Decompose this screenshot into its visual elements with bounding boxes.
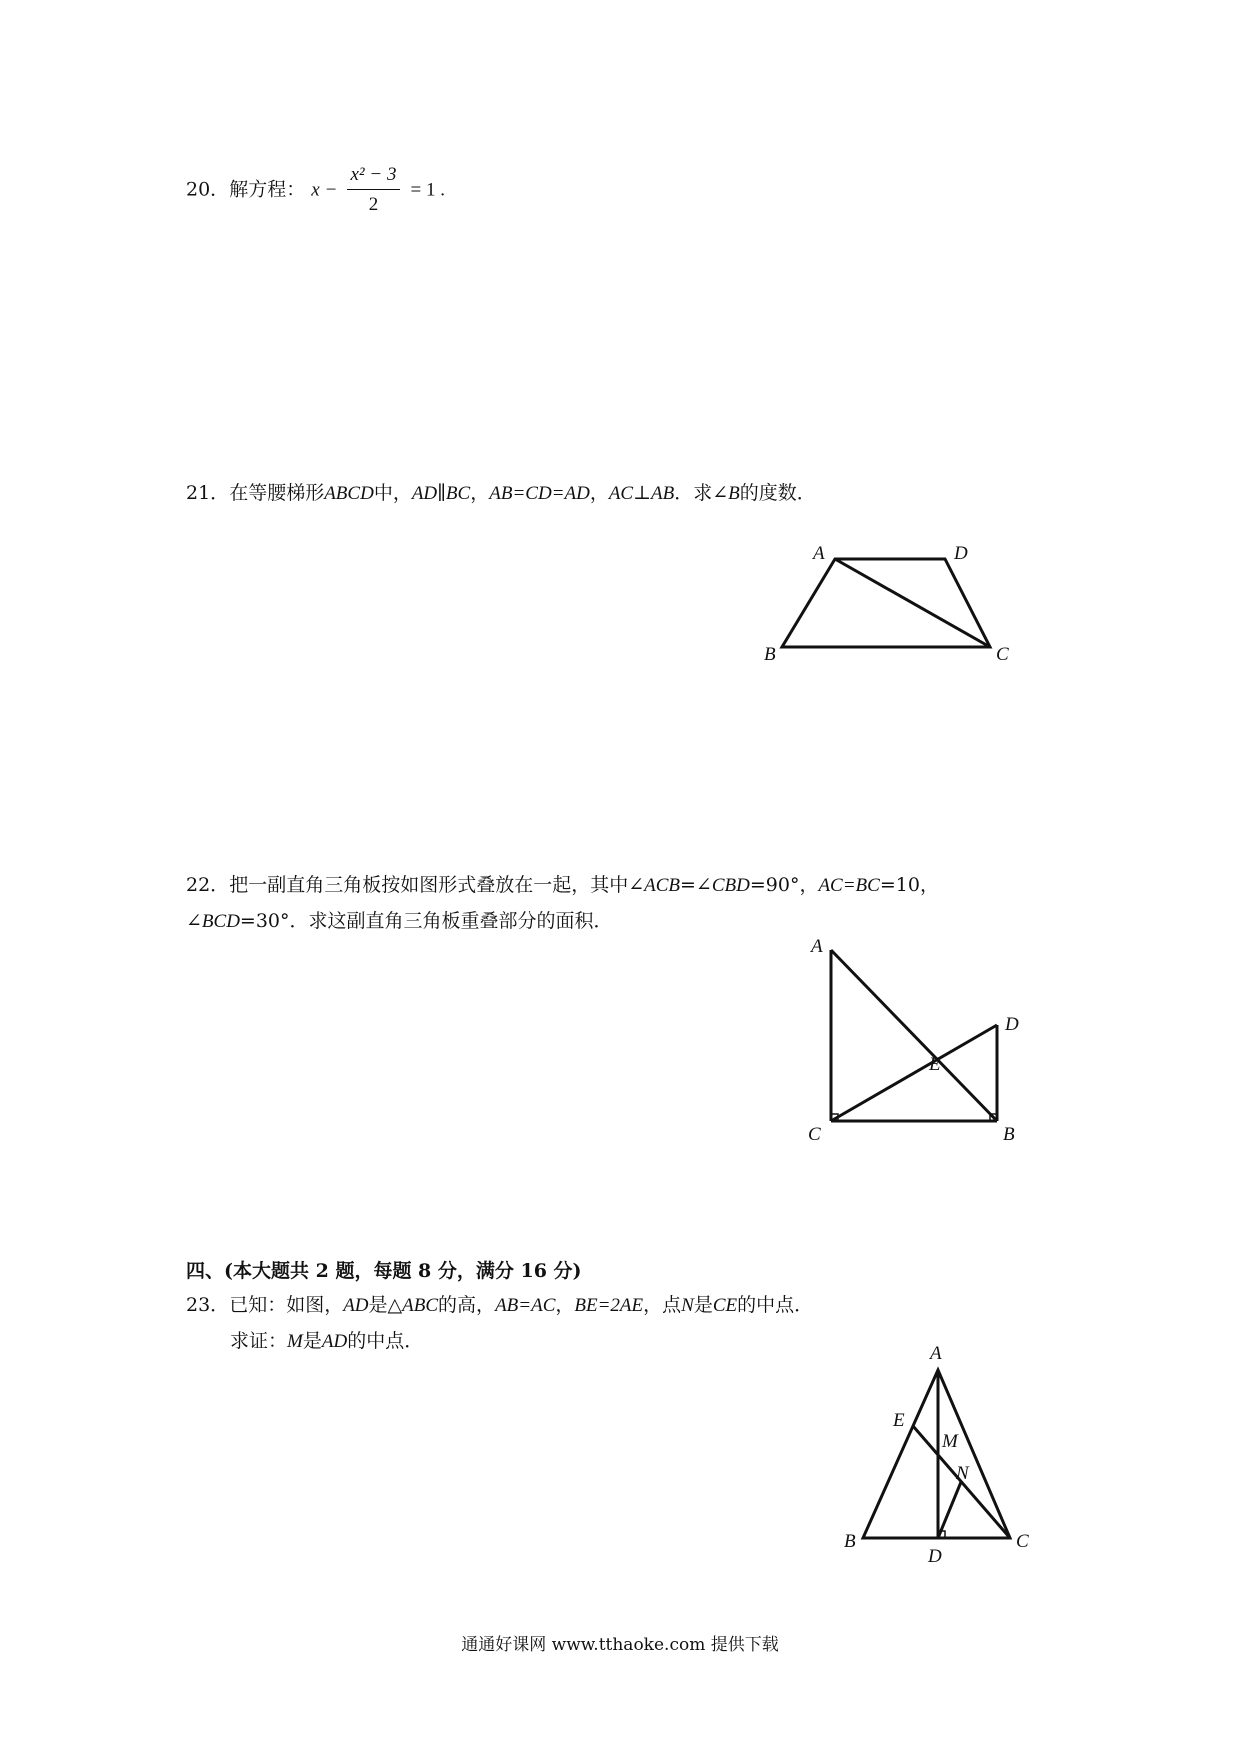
question-text: ，点 (643, 1294, 682, 1316)
triangle-boards-figure (800, 936, 1040, 1145)
label-a: A (811, 936, 823, 957)
math-term: CBD (711, 875, 750, 896)
fraction-denominator: 2 (368, 193, 379, 215)
trapezoid-figure (740, 535, 1040, 675)
question-text: ， (470, 482, 490, 504)
label-a: A (813, 543, 825, 564)
question-20 (186, 164, 445, 217)
segment-cd (831, 1025, 997, 1121)
question-text: =90°， (749, 874, 819, 896)
label-c: C (808, 1124, 821, 1145)
label-d: D (954, 543, 968, 564)
math-term: AD (343, 1295, 369, 1316)
question-number: 21． (186, 482, 230, 504)
question-21 (186, 482, 816, 506)
math-term: BE=2AE (574, 1295, 644, 1316)
question-23 (186, 1294, 813, 1318)
math-term: B (728, 483, 740, 504)
math-term: ACB (644, 875, 680, 896)
question-text: 求证： (230, 1330, 288, 1352)
trapezoid-outline (782, 559, 990, 647)
math-term: M (287, 1331, 303, 1352)
label-d: D (1005, 1014, 1019, 1035)
label-c: C (1016, 1531, 1029, 1552)
question-text: 是 (302, 1330, 322, 1352)
equation-variable: x (311, 179, 320, 201)
label-e: E (893, 1410, 905, 1431)
question-text: ．求∠ (674, 482, 729, 504)
question-text: 在等腰梯形 (229, 482, 325, 504)
math-term: AD (321, 1331, 348, 1352)
segment-ab (831, 950, 997, 1121)
label-a: A (930, 1343, 942, 1364)
question-text: ， (555, 1294, 575, 1316)
question-text: 是 (693, 1294, 713, 1316)
math-term: AC⊥AB (608, 483, 675, 504)
math-term: AB=AC (495, 1295, 556, 1316)
question-22-line-2 (186, 910, 613, 934)
question-text: 中， (373, 482, 412, 504)
math-term: AB=CD=AD (489, 483, 590, 504)
question-text: 已知：如图， (229, 1294, 344, 1316)
question-text: 的度数． (739, 482, 816, 504)
segment-dn (938, 1482, 961, 1538)
question-text: =30°．求这副直角三角板重叠部分的面积． (239, 910, 613, 932)
page-footer: 通通好课网 www.tthaoke.com 提供下载 (461, 1635, 779, 1655)
equation-fraction (347, 164, 401, 217)
label-b: B (1003, 1124, 1015, 1145)
label-n: N (956, 1463, 969, 1484)
math-term: BCD (201, 911, 240, 932)
fraction-numerator: x² − 3 (347, 164, 401, 190)
math-term: CE (712, 1295, 738, 1316)
question-text: 的中点． (737, 1294, 814, 1316)
label-m: M (942, 1431, 958, 1452)
math-term: N (681, 1295, 694, 1316)
question-text: 是△ (368, 1294, 403, 1316)
math-term: ABC (402, 1295, 439, 1316)
question-text: ∠ (186, 910, 202, 932)
question-number: 22． (186, 874, 230, 896)
question-prompt: 解方程： (229, 178, 306, 201)
label-b: B (844, 1531, 856, 1552)
isosceles-triangle-figure (830, 1335, 1050, 1565)
label-b: B (764, 644, 776, 665)
label-e: E (929, 1054, 941, 1075)
section-4-heading: 四、(本大题共 2 题，每题 8 分，满分 16 分) (186, 1260, 582, 1282)
question-number: 20． (186, 178, 230, 201)
question-text: ， (589, 482, 609, 504)
math-term: AC=BC (818, 875, 880, 896)
question-text: =10， (879, 874, 939, 896)
question-text: 的中点． (347, 1330, 424, 1352)
question-23-proof (230, 1330, 423, 1354)
question-number: 23． (186, 1294, 230, 1316)
question-text: 的高， (438, 1294, 496, 1316)
label-c: C (996, 644, 1009, 665)
equation-rhs: = 1 . (410, 179, 445, 201)
question-text: 把一副直角三角板按如图形式叠放在一起，其中∠ (229, 874, 645, 896)
label-d: D (928, 1546, 942, 1567)
question-text: =∠ (680, 874, 712, 896)
math-term: ABCD (324, 483, 374, 504)
question-22 (186, 874, 939, 898)
math-term: AD∥BC (411, 483, 471, 504)
minus-sign: − (325, 179, 337, 201)
